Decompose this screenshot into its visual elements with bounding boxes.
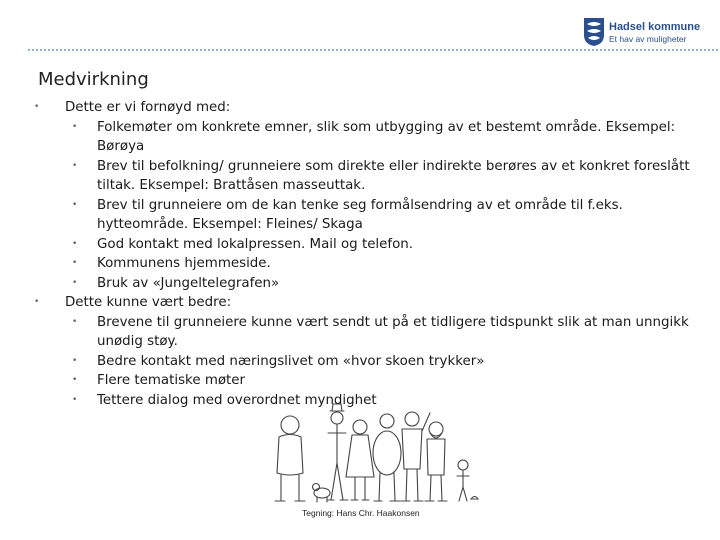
list-item: • God kontakt med lokalpressen. Mail og telefon. xyxy=(97,235,697,255)
list-item: • Bedre kontakt med næringslivet om «hvor skoen trykker» xyxy=(97,352,697,372)
logo-slogan: Et hav av muligheter xyxy=(609,34,687,44)
municipal-crest-icon xyxy=(583,17,605,47)
page-title: Medvirkning xyxy=(38,69,149,90)
illustration-caption: Tegning: Hans Chr. Haakonsen xyxy=(302,508,420,518)
logo-name: Hadsel kommune xyxy=(609,21,701,33)
section-heading-satisfied: • Dette er vi fornøyd med: xyxy=(0,98,720,118)
list-item: • Brevene til grunneiere kunne vært sendt ut på et tidligere tidspunkt slik at man unngikk unødig støy. xyxy=(97,313,697,352)
list-item: • Folkemøter om konkrete emner, slik som utbygging av et bestemt område. Eksempel: Børøya xyxy=(97,118,697,157)
list-item: • Bruk av «Jungeltelegrafen» xyxy=(97,274,697,294)
list-item: • Flere tematiske møter xyxy=(97,371,697,391)
section-heading-improve: • Dette kunne vært bedre: xyxy=(0,293,720,313)
header-divider xyxy=(28,49,718,51)
slide-content xyxy=(0,98,720,410)
crowd-illustration xyxy=(270,403,480,508)
logo xyxy=(583,17,718,51)
list-item: • Brev til befolkning/ grunneiere som direkte eller indirekte berøres av et konkret foreslått tiltak. Eksempel: Brattåsen masseuttak. xyxy=(97,157,697,196)
list-item: • Kommunens hjemmeside. xyxy=(97,254,697,274)
list-item: • Brev til grunneiere om de kan tenke seg formålsendring av et område til f.eks. hytteområde. Eksempel: Fleines/ Skaga xyxy=(97,196,697,235)
list-item: • Tettere dialog med overordnet myndighet xyxy=(97,391,697,411)
